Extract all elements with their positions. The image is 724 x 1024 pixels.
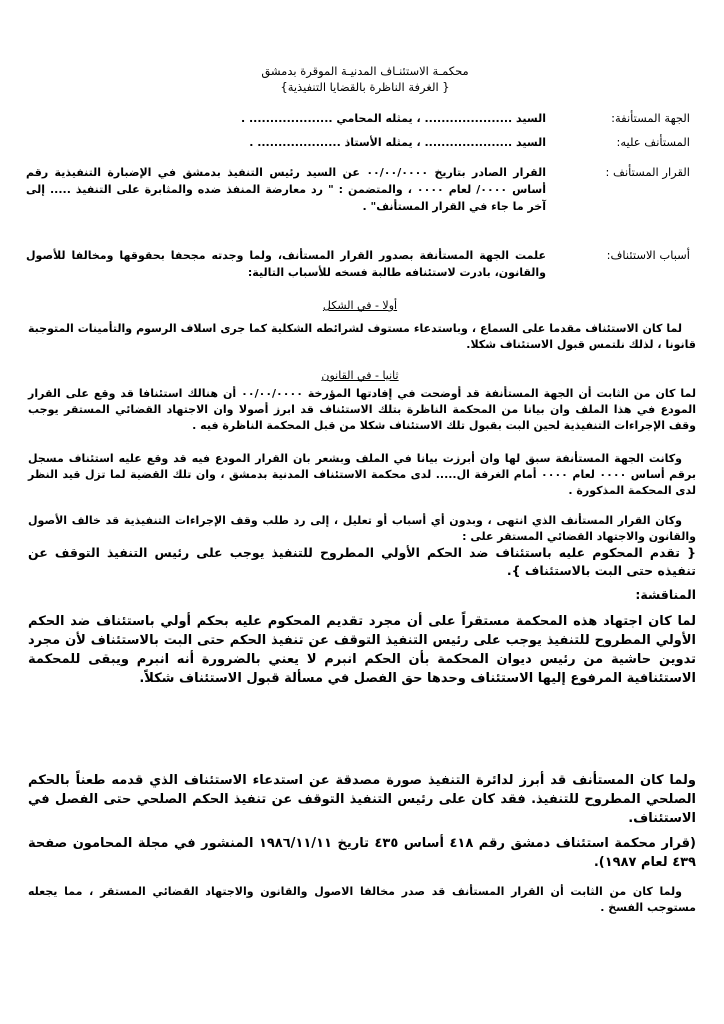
discussion-title: المناقشة:	[635, 587, 696, 602]
chamber-name: { الغرفة الناظرة بالقضايا التنفيذية}	[280, 80, 450, 94]
conclusion-paragraph: ولما كان من الثابت أن القرار المستأنف قد صدر مخالفا الاصول والقانون والاجتهاد القضائي المستقر ، مما يجعله مستوجب الفسخ .	[28, 885, 696, 914]
law-paragraph-2: وكانت الجهة المستأنفة سبق لها وان أبرزت بيانا في الملف وبشعر بان القرار المودع فيه قد وقع عليه استئناف مسجل برقم أساس ٠٠٠٠ لعام ٠٠٠٠ أمام الغرفة ال..... لدى محكمة الاستئناف المدنية بدمشق ، وان تلك القضية لما تزل قيد النظر لدى المحكمة المذكورة .	[28, 452, 696, 497]
law-section-title: ثانيا - في القانون	[321, 369, 399, 382]
form-section-title: أولا - في الشكل	[322, 299, 398, 312]
appellant-text: السيد ..................... ، يمثله المحامي .................... .	[240, 112, 546, 125]
quoted-principle: { تقدم المحكوم عليه باستئناف ضد الحكم الأولي المطروح للتنفيذ يوجب على رئيس التنفيذ التوقف عن تنفيذه حتى البت بالاستئناف }.	[28, 545, 696, 578]
decision-label: القرار المستأنف :	[605, 165, 690, 179]
discussion-paragraph-2: ولما كان المستأنف قد أبرز لدائرة التنفيذ صورة مصدقة عن استدعاء الاستئناف الذي قدمه طعناً بالحكم الصلحي المطروح للتنفيذ. فقد كان على رئيس التنفيذ التوقف عن تنفيذ الحكم الصلحي حتى الفصل في الاستئناف.	[28, 773, 696, 826]
court-name: محكمـة الاستئنـاف المدنيـة الموقرة بدمشق	[261, 64, 469, 78]
respondent-text: السيد ..................... ، يمثله الأستاذ .................... .	[249, 136, 546, 149]
form-section-paragraph: لما كان الاستئناف مقدما على السماع ، وباستدعاء مستوف لشرائطه الشكلية كما جرى اسلاف الرسوم والتأمينات المتوجبة قانونا ، لذلك نلتمس قبول الاستئناف شكلا.	[28, 322, 696, 351]
reasons-text: علمت الجهة المستأنفة بصدور القرار المستأنف، ولما وجدته مجحفا بحقوقها ومخالفا للأصول والقانون، بادرت لاستئنافه طالبة فسخه للأسباب التالية:	[26, 249, 546, 279]
law-paragraph-3: وكان القرار المستأنف الذي انتهى ، وبدون أي أسباب أو تعليل ، إلى رد طلب وقف الإجراءات التنفيذية قد خالف الأصول والقانون والاجتهاد القضائي المستقر على :	[28, 514, 696, 543]
law-paragraph-1: لما كان من الثابت أن الجهة المستأنفة قد أوضحت في إفادتها المؤرخة ٠٠/٠٠/٠٠٠٠ أن هنالك استئنافا قد وقع على القرار المودع في هذا الملف وان بيانا من المحكمة الناظرة بتلك الاستئناف قد ابرز أصولا وان الاجتهاد القضائي المستقر يوجب وقف الإجراءات التنفيذية لحين البت بقبول تلك الاستئناف شكلا من قبل المحكمة الناظرة فيه .	[28, 387, 696, 432]
discussion-paragraph: لما كان اجتهاد هذه المحكمة مستقراً على أن مجرد تقديم المحكوم عليه بحكم أولي باستئناف ضد الحكم الأولي المطروح للتنفيذ يوجب على رئيس التنفيذ التوقف عن تنفيذ الحكم حتى البت بالاستئناف لأن مجرد تدوين حاشية من رئيس ديوان المحكمة بأن الحكم انبرم لا يعني بالضرورة أنه انبرم ويبقى للمحكمة الاستئنافية المرفوع إليها الاستئناف وحدها حق الفصل في مسألة قبول الاستئناف شكلاً.	[28, 614, 696, 686]
appellant-label: الجهة المستأنفة:	[611, 111, 690, 125]
reasons-label: أسباب الاستئناف:	[606, 248, 690, 262]
case-citation: (قرار محكمة استئناف دمشق رقم ٤١٨ أساس ٤٣٥ تاريخ ١٩٨٦/١١/١١ المنشور في مجلة المحامون صفحة ٤٣٩ لعام ١٩٨٧).	[28, 836, 696, 870]
respondent-label: المستأنف عليه:	[616, 135, 690, 149]
decision-text: القرار الصادر بتاريخ ٠٠/٠٠/٠٠٠٠ عن السيد رئيس التنفيذ بدمشق في الإضبارة التنفيذية رقم أساس ٠٠٠٠/ لعام ٠٠٠٠ ، والمتضمن : " رد معارضة المنفذ ضده والمثابرة على التنفيذ ..... إلى آخر ما جاء في القرار المستأنف" .	[26, 166, 546, 213]
